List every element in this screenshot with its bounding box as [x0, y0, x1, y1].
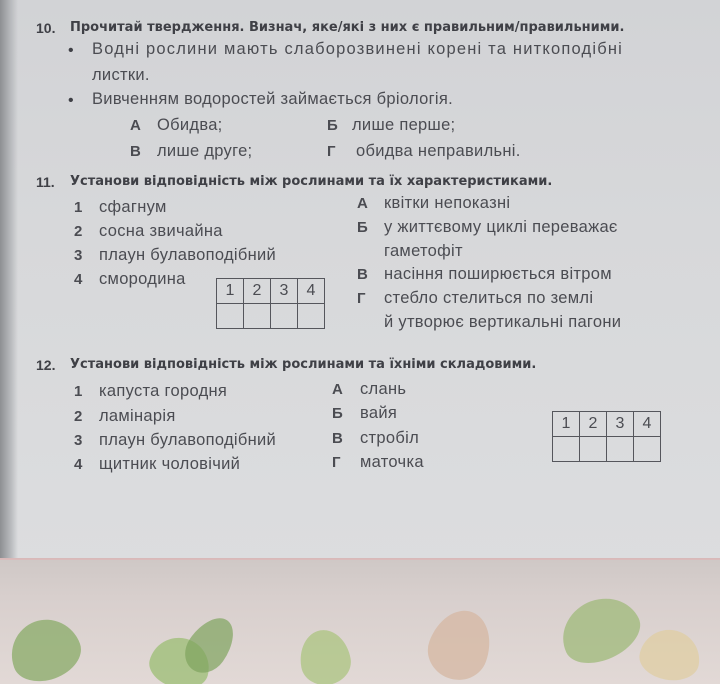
bullet-icon: •: [68, 92, 74, 109]
q11-right-text: насіння поширюється вітром: [384, 265, 612, 283]
answer-cell[interactable]: [634, 437, 661, 462]
q12-right-text: слань: [360, 380, 407, 398]
answer-grid-header: [553, 412, 661, 437]
grid-header-cell: 1: [553, 412, 580, 437]
decor-leaf: [420, 602, 500, 684]
q12-answer-grid: [552, 411, 661, 462]
q11-left-number: 3: [74, 247, 83, 264]
q10-option-letter: Г: [327, 143, 336, 160]
answer-grid-row: [553, 437, 661, 462]
q11-left-number: 1: [74, 199, 83, 216]
q11-right-text: стебло стелиться по землі: [384, 289, 594, 307]
q12-right-letter: А: [332, 381, 343, 398]
q11-right-text: у життєвому циклі переважає: [384, 218, 618, 236]
decor-leaf: [2, 610, 88, 684]
decor-leaf: [551, 586, 649, 674]
q12-left-text: щитник чоловічий: [99, 455, 241, 473]
q12-right-text: вайя: [360, 404, 398, 422]
q12-left-text: капуста городня: [99, 382, 228, 400]
q11-right-text-cont: гаметофіт: [384, 242, 463, 260]
q12-prompt: Установи відповідність між рослинами та їхніми складовими.: [70, 357, 537, 372]
answer-cell[interactable]: [217, 304, 244, 329]
q10-option-letter: В: [130, 143, 141, 160]
answer-cell[interactable]: [271, 304, 298, 329]
q10-option-text: обидва неправильні.: [356, 142, 521, 160]
answer-cell[interactable]: [607, 437, 634, 462]
q11-left-text: сфагнум: [99, 198, 167, 216]
answer-grid-row: [217, 304, 325, 329]
q10-prompt: Прочитай твердження. Визнач, яке/які з них є правильним/правильними.: [70, 20, 625, 35]
answer-cell[interactable]: [298, 304, 325, 329]
q11-number: 11.: [36, 174, 55, 190]
decor-leaf: [296, 626, 355, 684]
q12-left-text: плаун булавоподібний: [99, 431, 277, 449]
q10-option-text: Обидва;: [157, 116, 223, 134]
q12-right-letter: Б: [332, 405, 343, 422]
q11-right-text: квітки непоказні: [384, 194, 511, 212]
q11-right-letter: А: [357, 195, 368, 212]
answer-cell[interactable]: [244, 304, 271, 329]
q12-number: 12.: [36, 357, 56, 373]
grid-header-cell: 2: [244, 279, 271, 304]
answer-grid-header: [217, 279, 325, 304]
decor-leaf: [636, 625, 704, 684]
q12-left-number: 2: [74, 408, 83, 425]
grid-header-cell: 4: [298, 279, 325, 304]
q10-statement: Вивченням водоростей займається бріологія.: [92, 90, 453, 108]
grid-header-cell: 1: [217, 279, 244, 304]
q10-option-text: лише друге;: [157, 142, 253, 160]
q12-right-letter: Г: [332, 454, 341, 471]
q12-left-number: 3: [74, 432, 83, 449]
q10-option-text: лише перше;: [352, 116, 456, 134]
q10-option-letter: А: [130, 117, 141, 134]
q11-left-text: плаун булавоподібний: [99, 246, 277, 264]
q12-right-text: стробіл: [360, 429, 420, 447]
q10-statement-cont: листки.: [92, 66, 150, 84]
q11-right-letter: Г: [357, 290, 366, 307]
q11-right-text-cont: й утворює вертикальні пагони: [384, 313, 622, 331]
q11-right-letter: В: [357, 266, 368, 283]
q10-number: 10.: [36, 20, 56, 36]
q12-right-text: маточка: [360, 453, 424, 471]
q11-left-text: смородина: [99, 270, 186, 288]
answer-cell[interactable]: [580, 437, 607, 462]
page-edge-shadow: [0, 0, 18, 570]
q12-left-text: ламінарія: [99, 407, 176, 425]
q12-right-letter: В: [332, 430, 343, 447]
q11-answer-grid: [216, 278, 325, 329]
q12-left-number: 4: [74, 456, 83, 473]
grid-header-cell: 2: [580, 412, 607, 437]
q11-left-number: 2: [74, 223, 83, 240]
q11-right-letter: Б: [357, 219, 368, 236]
grid-header-cell: 3: [271, 279, 298, 304]
q11-prompt: Установи відповідність між рослинами та їх характеристиками.: [70, 174, 553, 189]
q10-option-letter: Б: [327, 117, 338, 134]
grid-header-cell: 4: [634, 412, 661, 437]
bullet-icon: •: [68, 42, 74, 59]
grid-header-cell: 3: [607, 412, 634, 437]
answer-cell[interactable]: [553, 437, 580, 462]
q10-statement: Водні рослини мають слаборозвинені корені та ниткоподібні: [92, 40, 624, 58]
q11-left-text: сосна звичайна: [99, 222, 223, 240]
q12-left-number: 1: [74, 383, 83, 400]
q11-left-number: 4: [74, 271, 83, 288]
background-surface: [0, 560, 720, 684]
